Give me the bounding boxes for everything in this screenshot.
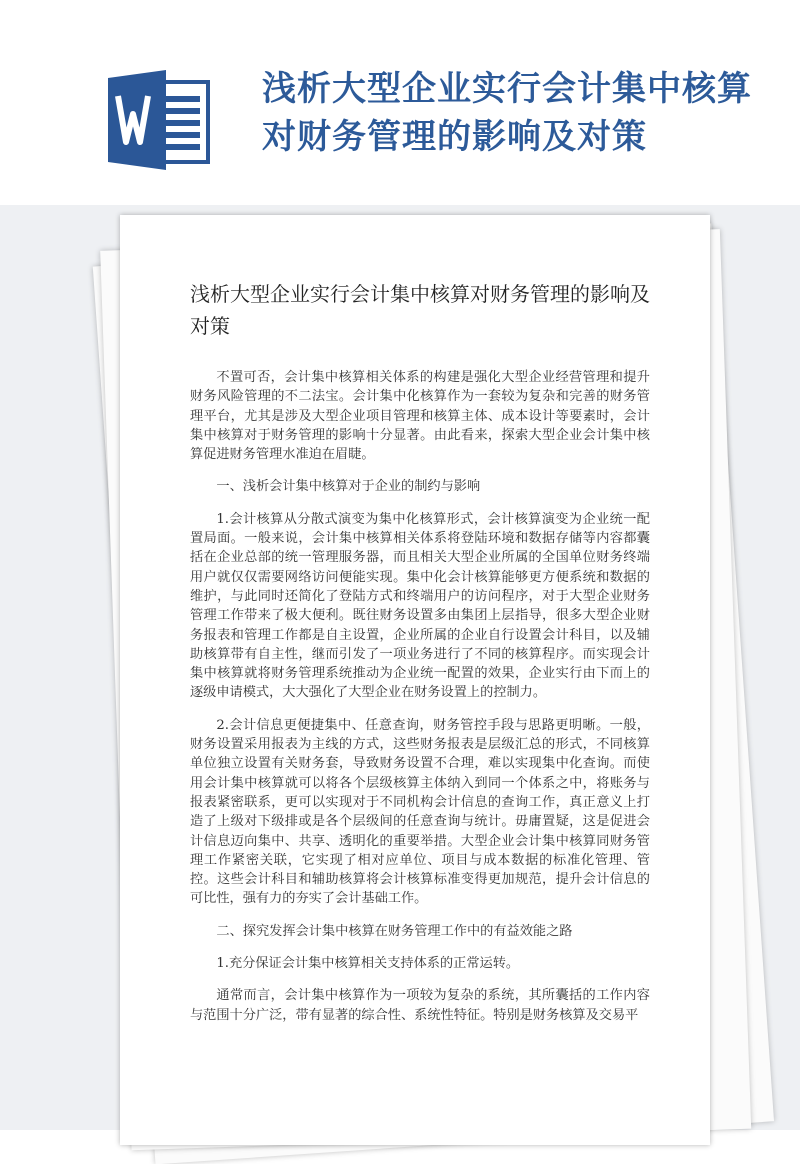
paragraph-1: 1.会计核算从分散式演变为集中化核算形式，会计核算演变为企业统一配置局面。一般来说，会计集中核算相关体系将登陆环境和数据存储等内容都囊括在企业总部的统一管理服务器，而且相关大型企业所属的全国单位财务终端用户就仅仅需要网络访问便能实现。集中化会计核算能够更方便系统和数据的维护，与此同时还简化了登陆方式和终端用户的访问程序，对于大型企业财务管理工作带来了极大便利。既往财务设置多由集团上层指导，很多大型企业财务报表和管理工作都是自主设置，企业所属的企业自行设置会计科目，以及辅助核算带有自主性，继而引发了一项业务进行了不同的核算程序。而实现会计集中核算就将财务管理系统推动为企业统一配置的效果，企业实行由下而上的逐级申请模式，大大强化了大型企业在财务设置上的控制力。	[190, 511, 650, 701]
section-heading-2: 二、探究发挥会计集中核算在财务管理工作中的有益效能之路	[216, 923, 573, 939]
document-body	[190, 278, 650, 1038]
header-title: 浅析大型企业实行会计集中核算对财务管理的影响及对策	[262, 69, 752, 157]
paragraph-3: 通常而言，会计集中核算作为一项较为复杂的系统，其所囊括的工作内容与范围十分广泛，带有显著的综合性、系统性特征。特别是财务核算及交易平	[190, 988, 650, 1023]
document-title: 浅析大型企业实行会计集中核算对财务管理的影响及对策	[190, 282, 650, 338]
word-document-icon	[108, 70, 218, 170]
subsection-heading-1: 1.充分保证会计集中核算相关支持体系的正常运转。	[216, 956, 520, 972]
paragraph-intro: 不置可否，会计集中核算相关体系的构建是强化大型企业经营管理和提升财务风险管理的不二法宝。会计集中化核算作为一套较为复杂和完善的财务管理平台，尤其是涉及大型企业项目管理和核算主体、成本设计等要素时，会计集中核算对于财务管理的影响十分显著。由此看来，探索大型企业会计集中核算促进财务管理水准迫在眉睫。	[190, 370, 650, 463]
header-banner	[0, 0, 800, 205]
paragraph-2: 2.会计信息更便捷集中、任意查询，财务管控手段与思路更明晰。一般，财务设置采用报表为主线的方式，这些财务报表是层级汇总的形式，不同核算单位独立设置有关财务套，导致财务设置不合理，难以实现集中化查询。而使用会计集中核算就可以将各个层级核算主体纳入到同一个体系之中，将账务与报表紧密联系，更可以实现对于不同机构会计信息的查询工作，真正意义上打造了上级对下级排或是各个层级间的任意查询与统计。毋庸置疑，这是促进会计信息迈向集中、共享、透明化的重要举措。大型企业会计集中核算同财务管理工作紧密关联，它实现了相对应单位、项目与成本数据的标准化管理、管控。这些会计科目和辅助核算将会计核算标准变得更加规范，提升会计信息的可比性，强有力的夯实了会计基础工作。	[190, 717, 650, 907]
section-heading-1: 一、浅析会计集中核算对于企业的制约与影响	[216, 479, 481, 495]
